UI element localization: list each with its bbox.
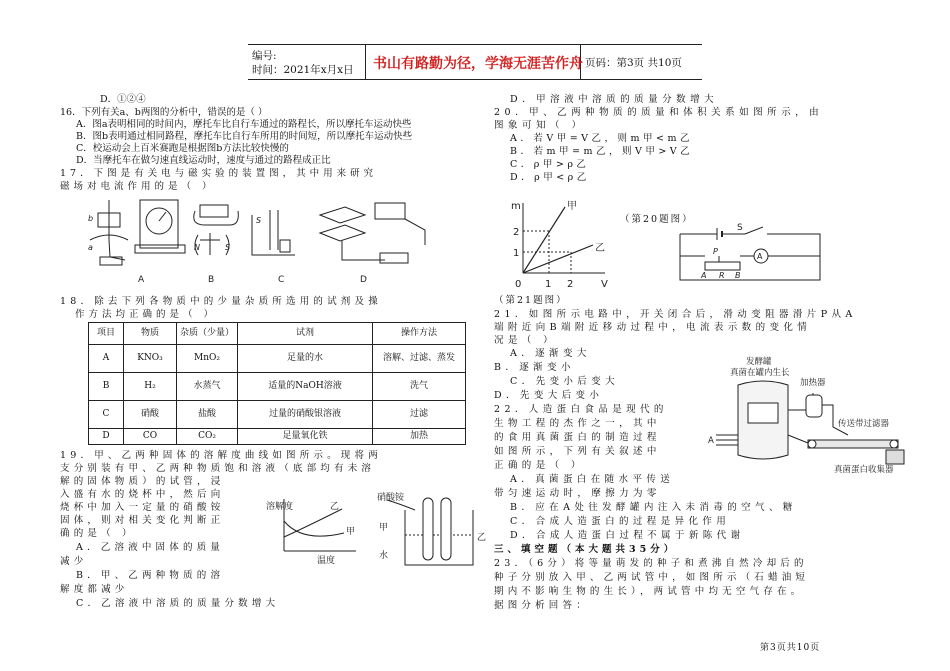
curve-label-yi: 乙 <box>330 502 340 512</box>
q21-circuit <box>675 222 825 284</box>
q19-solubility-graph <box>262 495 362 567</box>
q22-stem-cont: 生物工程的杰作之一，其中 <box>494 418 661 429</box>
q19-stem-cont: 支分别装有甲、乙两种物质饱和溶液（底部均有未溶 <box>60 463 376 474</box>
q23-stem-cont: 期内不影响生物的生长），两试管中均无空气存在。 <box>494 586 805 597</box>
line-label-jia: 甲 <box>567 201 577 212</box>
table-row <box>89 401 466 429</box>
q19-beaker-figure <box>375 490 485 575</box>
end-a-label: A <box>701 271 707 280</box>
table-cell: H₂ <box>124 373 177 401</box>
code-label: 编号: <box>252 50 277 62</box>
table-row <box>89 373 466 401</box>
q20-option-d: D．ρ甲<ρ乙 <box>510 172 590 183</box>
curve-label-jia: 甲 <box>346 527 356 537</box>
filter-label: 传送带过滤器 <box>838 419 890 429</box>
q23-stem-cont: 种子分别放入甲、乙两试管中，如图所示（石蜡油短 <box>494 572 810 583</box>
xtick-label: 0 <box>515 279 522 290</box>
curve-yi <box>284 509 342 537</box>
beaker-water-label: 水 <box>379 551 389 561</box>
switch-label: S <box>737 223 743 233</box>
table-cell: B <box>89 373 124 401</box>
q19-stem: 19．甲、乙两种固体的溶解度曲线如图所示。现将两 <box>60 450 382 461</box>
q16-option-a: A．图a表明相同的时间内，摩托车比自行车通过的路程长，所以摩托车运动快些 <box>76 119 412 130</box>
table-cell: 溶解、过滤、蒸发 <box>373 345 466 373</box>
q23-stem-cont: 据图分析回答： <box>494 600 590 611</box>
q22-option-a-cont: 带匀速运动时，摩擦力为零 <box>494 488 661 499</box>
svg-text:S: S <box>225 243 231 252</box>
q21-caption: （第21题图） <box>494 295 568 306</box>
line-label-yi: 乙 <box>595 243 605 254</box>
q17-figure-d <box>320 203 425 263</box>
q20-stem: 20．甲、乙两种物质的质量和体积关系如图所示，由 <box>494 107 824 118</box>
tank-title: 发酵罐 <box>746 357 772 367</box>
q15-option-d: D．①②④ <box>100 94 146 105</box>
q17-stem: 17．下图是有关电与磁实验的装置图，其中用来研究 <box>60 168 378 179</box>
q17-label-a: A <box>138 275 145 285</box>
q20-mass-volume-graph <box>505 195 615 290</box>
q22-option-b: B．应在A处往发酵罐内注入未消毒的空气、糖 <box>510 502 797 513</box>
svg-text:a: a <box>88 243 93 252</box>
table-cell: 洗气 <box>373 373 466 401</box>
q19-option-b-cont: 解度都减少 <box>60 584 129 595</box>
q19-option-b: B．甲、乙两种物质的溶 <box>76 570 225 581</box>
table-cell: D <box>89 429 124 445</box>
q21-option-d: D．先变大后变小 <box>494 390 604 401</box>
page-label: 页码：第3页 共10页 <box>585 57 682 69</box>
svg-text:S: S <box>256 216 262 225</box>
q21-option-c: C．先变小后变大 <box>510 376 619 387</box>
table-cell: 过滤 <box>373 401 466 429</box>
table-cell: CO <box>124 429 177 445</box>
table-header: 试剂 <box>238 323 373 345</box>
q16-option-d: D．当摩托车在做匀速直线运动时，速度与通过的路程成正比 <box>76 155 331 166</box>
svg-text:N: N <box>194 243 200 252</box>
collector-label: 真菌蛋白收集器 <box>834 465 894 475</box>
table-cell: 过量的硝酸银溶液 <box>238 401 373 429</box>
q21-stem: 21．如图所示电路中，开关闭合后，滑动变阻器滑片P从A <box>494 309 857 320</box>
heater-label: 加热器 <box>800 378 826 388</box>
graph-ylabel: m <box>511 201 521 212</box>
q17-figures <box>80 195 440 290</box>
ammeter-label: A <box>757 252 763 261</box>
q18-stem-cont: 作方法均正确的是（ ） <box>75 309 218 320</box>
q20-stem-cont: 图象可知（ ） <box>494 120 586 131</box>
q18-stem: 18．除去下列各物质中的少量杂质所选用的试剂及操 <box>60 296 382 307</box>
graph-xlabel: 温度 <box>317 556 336 566</box>
q22-fermentation-diagram <box>708 355 928 480</box>
table-cell: 硝酸 <box>124 401 177 429</box>
q22-option-c: C．合成人造蛋白的过程是异化作用 <box>510 516 731 527</box>
table-cell: MnO₂ <box>177 345 238 373</box>
line-jia <box>523 207 565 273</box>
table-cell: CO₂ <box>177 429 238 445</box>
header-bottom-rule <box>248 79 702 80</box>
tank-subtitle: 真菌在罐内生长 <box>730 368 790 378</box>
q19-stem-cont: 烧杯中加入一定量的硝酸铵 <box>60 502 225 513</box>
table-cell: 足量的水 <box>238 345 373 373</box>
q21-option-b: B．逐渐变小 <box>494 362 575 373</box>
line-yi <box>523 245 593 273</box>
q19-option-a: A．乙溶液中固体的质量 <box>76 542 225 553</box>
q20-option-c: C．ρ甲>ρ乙 <box>510 159 590 170</box>
q22-stem-cont: 如图所示，下列有关叙述中 <box>494 446 661 457</box>
q17-figure-b <box>194 205 239 255</box>
q17-label-b: B <box>208 275 215 285</box>
table-header: 操作方法 <box>373 323 466 345</box>
table-row <box>89 345 466 373</box>
inlet-label: A <box>708 436 714 446</box>
q19-option-a-cont: 减少 <box>60 556 88 567</box>
q20-option-b: B．若m甲=m乙，则V甲>V乙 <box>510 146 694 157</box>
table-header: 物质 <box>124 323 177 345</box>
graph-xlabel: V <box>601 279 608 290</box>
tube-label-yi: 乙 <box>477 533 487 543</box>
slider-label: P <box>713 247 718 256</box>
table-row <box>89 429 466 445</box>
ytick-label: 1 <box>513 248 520 259</box>
xtick-label: 2 <box>567 279 574 290</box>
q22-stem: 22．人造蛋白食品是现代的 <box>494 404 668 415</box>
q18-table <box>88 322 466 445</box>
time-label: 时间：2021年x月x日 <box>252 64 354 76</box>
section-three-title: 三、填空题（本大题共35分） <box>494 544 678 555</box>
table-cell: 水蒸气 <box>177 373 238 401</box>
q17-figure-a <box>90 200 185 265</box>
q22-option-d: D．合成人造蛋白过程不属于新陈代谢 <box>510 530 745 541</box>
q22-stem-cont: 正确的是（ ） <box>494 460 585 471</box>
q19-option-c: C．乙溶液中溶质的质量分数增大 <box>76 598 280 609</box>
q19-option-d: D．甲溶液中溶质的质量分数增大 <box>510 94 719 105</box>
graph-ylabel: 溶解度 <box>266 502 294 512</box>
q17-label-d: D <box>360 275 367 285</box>
q19-stem-cont: 解的固体物质）的试管，浸 <box>60 476 225 487</box>
table-header: 项目 <box>89 323 124 345</box>
q20-caption: （第20题图） <box>620 214 694 225</box>
table-cell: C <box>89 401 124 429</box>
beaker-salt-label: 硝酸铵 <box>377 493 405 503</box>
q23-stem: 23．（6分）将等量萌发的种子和煮沸自然冷却后的 <box>494 558 808 569</box>
svg-text:b: b <box>88 214 94 223</box>
resistor-label: R <box>719 271 725 280</box>
q17-label-c: C <box>278 275 285 285</box>
table-cell: 盐酸 <box>177 401 238 429</box>
ytick-label: 2 <box>513 227 520 238</box>
q19-stem-cont: 确的是（ ） <box>60 528 136 539</box>
page-footer: 第3页共10页 <box>760 643 821 653</box>
table-cell: 适量的NaOH溶液 <box>238 373 373 401</box>
motto: 书山有路勤为径，学海无涯苦作舟 <box>373 56 583 72</box>
header-divider <box>365 44 366 79</box>
table-cell: 加热 <box>373 429 466 445</box>
q17-stem-cont: 磁场对电流作用的是（ ） <box>60 181 216 192</box>
q22-stem-cont: 的食用真菌蛋白的制造过程 <box>494 432 661 443</box>
q19-stem-cont: 固体，则对相关变化判断正 <box>60 515 225 526</box>
q22-option-a: A．真菌蛋白在随水平传送 <box>510 474 675 485</box>
q19-stem-cont: 入盛有水的烧杯中，然后向 <box>60 489 225 500</box>
q20-option-a: A．若V甲=V乙，则m甲<m乙 <box>510 133 694 144</box>
q16-stem: 16．下列有关a、b两图的分析中，错误的是（ ） <box>60 107 268 118</box>
q16-option-b: B．图b表明通过相同路程，摩托车比自行车所用的时间短，所以摩托车运动快些 <box>76 131 413 142</box>
end-b-label: B <box>735 271 741 280</box>
q21-stem-cont: 况是（ ） <box>494 335 558 346</box>
q16-option-c: C．校运动会上百米赛跑是根据图b方法比较快慢的 <box>76 143 289 154</box>
table-header: 杂质（少量） <box>177 323 238 345</box>
header-top-rule <box>248 44 702 45</box>
q21-option-a: A．逐渐变大 <box>510 348 591 359</box>
xtick-label: 1 <box>545 279 552 290</box>
table-cell: KNO₃ <box>124 345 177 373</box>
table-cell: 足量氧化铁 <box>238 429 373 445</box>
tube-label-jia: 甲 <box>379 523 389 533</box>
q21-stem-cont: 端附近向B端附近移动过程中，电流表示数的变化情 <box>494 322 812 333</box>
table-cell: A <box>89 345 124 373</box>
